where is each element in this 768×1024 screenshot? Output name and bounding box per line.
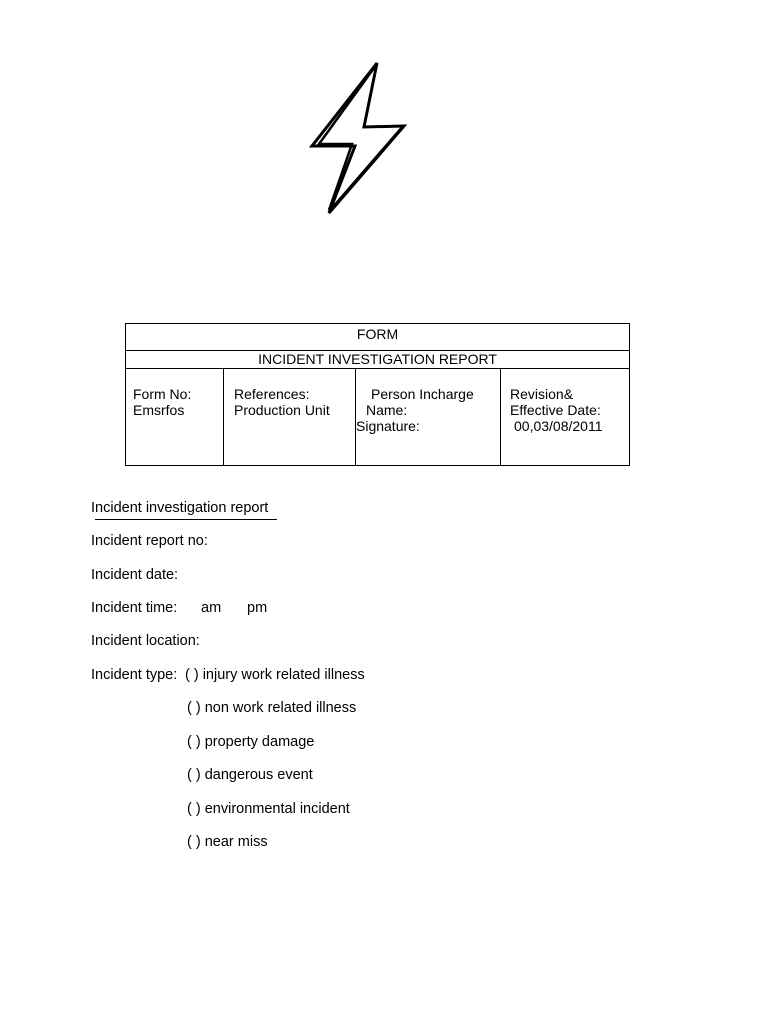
incident-location-label: Incident location: <box>91 633 200 649</box>
person-incharge-cell <box>356 369 501 465</box>
heading-underline <box>95 519 277 520</box>
effective-date-value: 00,03/08/2011 <box>514 418 603 434</box>
report-heading: Incident investigation report <box>91 500 269 516</box>
lightning-bolt-icon <box>308 60 408 216</box>
form-header-table <box>125 323 630 466</box>
form-no-label: Form No: <box>133 386 192 402</box>
references-value: Production Unit <box>234 402 330 418</box>
type-option: ( ) property damage <box>187 734 315 750</box>
incident-date-label: Incident date: <box>91 567 179 583</box>
type-option: ( ) dangerous event <box>187 767 313 783</box>
type-option: ( ) non work related illness <box>187 700 357 716</box>
type-option: ( ) injury work related illness <box>185 667 365 683</box>
incident-type-label: Incident type: <box>91 667 178 683</box>
form-no-cell <box>126 369 224 465</box>
form-title: FORM <box>126 324 629 351</box>
revision-cell <box>501 369 629 465</box>
form-subtitle: INCIDENT INVESTIGATION REPORT <box>126 351 629 369</box>
references-label: References: <box>234 386 310 402</box>
pm-label: pm <box>247 600 268 616</box>
references-cell <box>224 369 356 465</box>
am-label: am <box>201 600 222 616</box>
incident-time-label: Incident time: <box>91 600 178 616</box>
report-no-label: Incident report no: <box>91 533 208 549</box>
type-option: ( ) near miss <box>187 834 268 850</box>
form-no-value: Emsrfos <box>133 402 185 418</box>
signature-label: Signature: <box>356 418 420 434</box>
effective-date-label: Effective Date: <box>510 402 601 418</box>
type-option: ( ) environmental incident <box>187 801 350 817</box>
person-incharge-label: Person Incharge <box>371 386 474 402</box>
name-label: Name: <box>366 402 408 418</box>
revision-label: Revision& <box>510 386 574 402</box>
